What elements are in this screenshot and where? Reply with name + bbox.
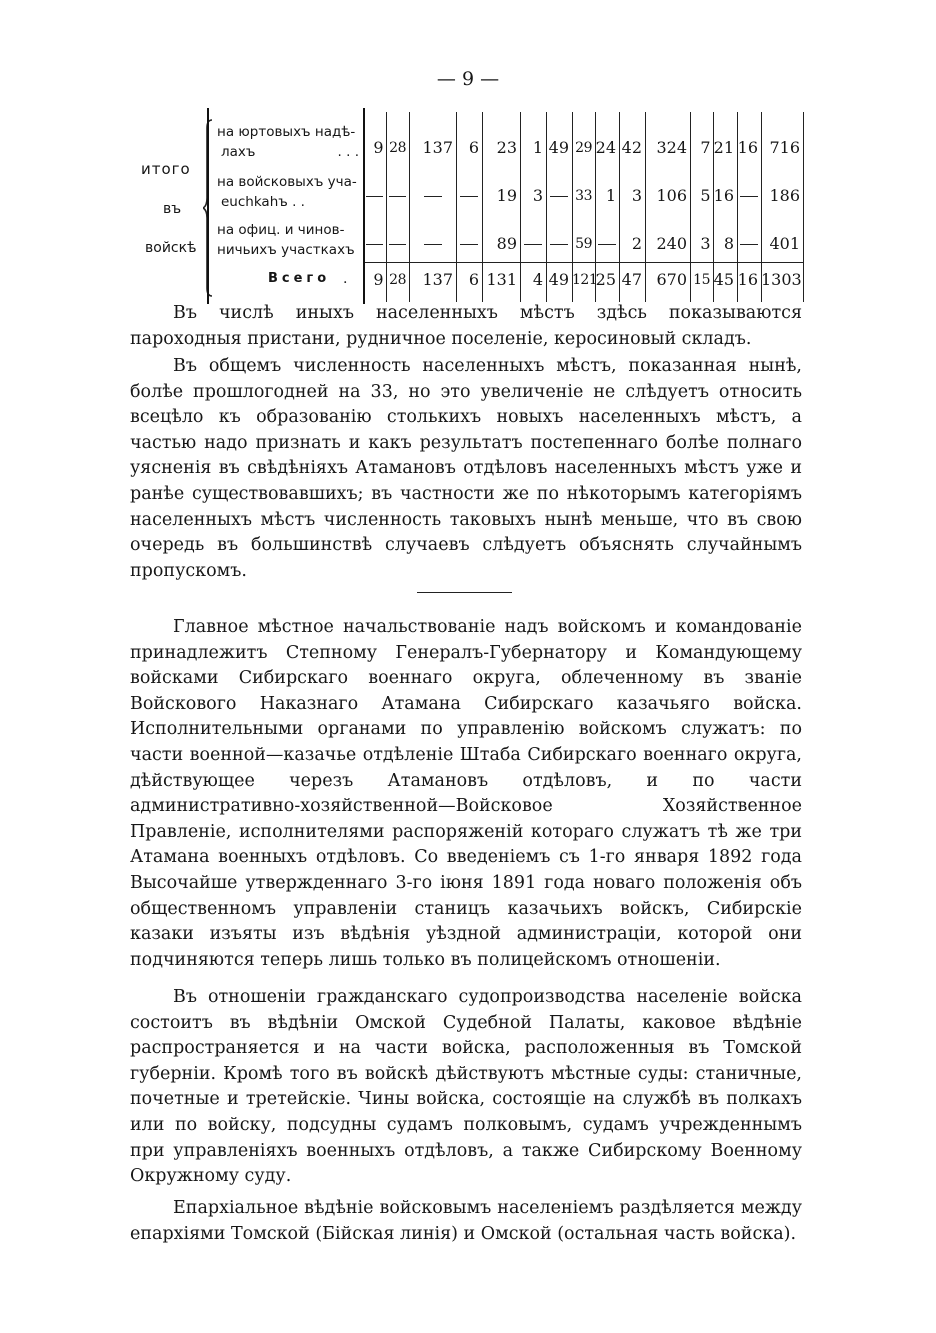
left-rule bbox=[207, 108, 209, 304]
table-cell-dash bbox=[424, 196, 442, 197]
table-cell: 47 bbox=[621, 270, 642, 289]
row-label-line: ничьихъ участкахъ bbox=[217, 242, 355, 258]
paragraph-text: Въ общемъ численность населенныхъ мѣстъ, показанная нынѣ, болѣе прошлогодней на 33, но это увеличеніе не слѣдуетъ относить всецѣло къ образованію столькихъ новыхъ населенныхъ мѣстъ, а частью надо признать и какъ результатъ постепеннаго болѣе полнаго уясненія въ свѣдѣніяхъ Атамановъ отдѣловъ населенныхъ мѣстъ уже и ранѣе существовавшихъ; въ частности же по нѣкоторымъ категоріямъ населенныхъ мѣстъ численность таковыхъ нынѣ меньше, что въ свою очередь въ большинствѣ случаевъ слѣдуетъ объяснять случайнымъ пропускомъ. bbox=[130, 356, 802, 581]
row-label-voisk bbox=[217, 172, 363, 212]
table-cell-dash bbox=[389, 196, 406, 197]
row-label-line: на офиц. и чинов- bbox=[217, 222, 345, 238]
table-cell: 24 bbox=[595, 138, 616, 157]
table-cell: 45 bbox=[713, 270, 734, 289]
table-cell: 2 bbox=[631, 234, 642, 253]
table-cell: 1 bbox=[532, 138, 543, 157]
table-cell-dash bbox=[424, 244, 442, 245]
row-label-line: лахъ bbox=[221, 144, 256, 160]
side-label-v: въ bbox=[163, 201, 182, 217]
table-cell-dash bbox=[366, 196, 383, 197]
table-cell: 1 bbox=[605, 186, 616, 205]
table-cell: 49 bbox=[548, 138, 569, 157]
paragraph-1 bbox=[130, 301, 802, 352]
table-cell: 16 bbox=[737, 138, 758, 157]
table-cell: 16 bbox=[737, 270, 758, 289]
table-cell: 15 bbox=[693, 272, 710, 288]
table-cell: 21 bbox=[713, 138, 734, 157]
paragraph-text: Въ числѣ иныхъ населенныхъ мѣстъ здѣсь показываются пароходныя пристани, рудничное поселеніе, керосиновый складъ. bbox=[130, 303, 802, 349]
table-cell: 137 bbox=[422, 270, 453, 289]
table-cell: 25 bbox=[595, 270, 616, 289]
table-cell: 3 bbox=[700, 234, 710, 253]
table-cell: 16 bbox=[713, 186, 734, 205]
side-label-voiske: войскѣ bbox=[145, 240, 197, 256]
row-label-line-text: euchkahъ bbox=[221, 194, 288, 210]
table-cell: 9 bbox=[373, 270, 383, 289]
table-cell: 89 bbox=[496, 234, 517, 253]
table-cell: 1303 bbox=[761, 270, 802, 289]
row-label-yurt bbox=[217, 122, 363, 162]
row-label-line: euchkahъ . . bbox=[221, 194, 305, 210]
table-cell: 670 bbox=[656, 270, 687, 289]
table-cell: 6 bbox=[468, 138, 479, 157]
leader-dots: . . . bbox=[337, 144, 359, 160]
table-cell-dash bbox=[550, 244, 568, 245]
paragraph-2 bbox=[130, 354, 802, 584]
table-cell: 42 bbox=[621, 138, 642, 157]
table-cell: 9 bbox=[373, 138, 383, 157]
table-cell: 19 bbox=[496, 186, 517, 205]
row-label-ofits bbox=[217, 220, 363, 260]
paragraph-5 bbox=[130, 1196, 802, 1247]
table-cell: 3 bbox=[532, 186, 543, 205]
table-cell-dash bbox=[598, 244, 616, 245]
table-cell: 324 bbox=[656, 138, 687, 157]
row-label-line: на войсковыхъ уча- bbox=[217, 174, 357, 190]
total-dot: . bbox=[343, 271, 348, 287]
table-cell: 131 bbox=[486, 270, 517, 289]
table-cell: 716 bbox=[769, 138, 800, 157]
table-cell: 240 bbox=[656, 234, 687, 253]
table-cell-dash bbox=[389, 244, 406, 245]
table-cell-dash bbox=[460, 244, 478, 245]
page-number: — 9 — bbox=[436, 68, 500, 90]
table-cell-dash bbox=[366, 244, 383, 245]
table-cell-dash bbox=[740, 244, 758, 245]
table-cell: 7 bbox=[700, 138, 710, 157]
table-cell-dash bbox=[460, 196, 478, 197]
paragraph-4 bbox=[130, 985, 802, 1190]
table-cell: 4 bbox=[532, 270, 543, 289]
table-cell-dash bbox=[550, 196, 568, 197]
table-cell: 6 bbox=[468, 270, 479, 289]
total-label: Всего bbox=[268, 271, 331, 286]
table-cell: 121 bbox=[572, 272, 598, 288]
paragraph-text: Главное мѣстное начальствованіе надъ войскомъ и командованіе принадлежитъ Степному Генералъ-Губернатору и Командующему войсками Сибирскаго военнаго округа, облеченному въ званіе Войскового Наказнаго Атамана Сибирскаго казачьяго войска. Исполнительными органами по управленію войскомъ служатъ: по части военной—казачье отдѣленіе Штаба Сибирскаго военнаго округа, дѣйствующее черезъ Атамановъ отдѣловъ, и по части административно-хозяйственной—Войсковое Хозяйственное Правленіе, исполнителями распоряженій котораго служатъ тѣ же три Атамана военныхъ отдѣловъ. Со введеніемъ съ 1-го января 1892 года Высочайше утвержденнаго 3-го іюня 1891 года новаго положенія объ общественномъ управленіи станицъ казачьихъ войскъ, Сибирскіе казаки изъяты изъ вѣдѣнія уѣздной администраціи, которой они подчиняются теперь лишь только въ полицейскомъ отношеніи. bbox=[130, 617, 802, 970]
paragraph-3 bbox=[130, 615, 802, 973]
table-cell: 23 bbox=[496, 138, 517, 157]
side-label-itogo: итого bbox=[141, 160, 191, 178]
table-cell-dash bbox=[740, 196, 758, 197]
table-cell: 5 bbox=[700, 186, 710, 205]
section-divider bbox=[417, 592, 512, 593]
table-cell: 59 bbox=[575, 236, 592, 252]
paragraph-text: Епархіальное вѣдѣніе войсковымъ населеніемъ раздѣляется между епархіями Томской (Бійская линія) и Омской (остальная часть войска). bbox=[130, 1198, 802, 1244]
table-cell: 29 bbox=[575, 140, 592, 156]
table-cell: 28 bbox=[389, 140, 406, 156]
table-cell: 186 bbox=[769, 186, 800, 205]
paragraph-text: Въ отношеніи гражданскаго судопроизводства населеніе войска состоитъ въ вѣдѣніи Омской Судебной Палаты, каковое вѣдѣніе распространяется и на части войска, расположенныя въ Томской губерніи. Кромѣ того въ войскѣ дѣйствуютъ мѣстные суды: станичные, почетные и третейскіе. Чины войска, состоящіе на службѣ въ полкахъ или по войску, подсудны судамъ полковымъ, судамъ учрежденнымъ при управленіяхъ военныхъ отдѣловъ, а также Сибирскому Военному Окружному суду. bbox=[130, 987, 802, 1187]
table-cell: 137 bbox=[422, 138, 453, 157]
table-cell: 106 bbox=[656, 186, 687, 205]
table-cell-dash bbox=[524, 244, 542, 245]
table-cell: 33 bbox=[575, 188, 592, 204]
table-cell: 3 bbox=[631, 186, 642, 205]
table-cell: 49 bbox=[548, 270, 569, 289]
column-rule bbox=[803, 112, 804, 302]
table-cell: 28 bbox=[389, 272, 406, 288]
table-cell: 401 bbox=[769, 234, 800, 253]
table-cell: 8 bbox=[723, 234, 734, 253]
row-label-line: на юртовыхъ надѣ- bbox=[217, 124, 356, 140]
